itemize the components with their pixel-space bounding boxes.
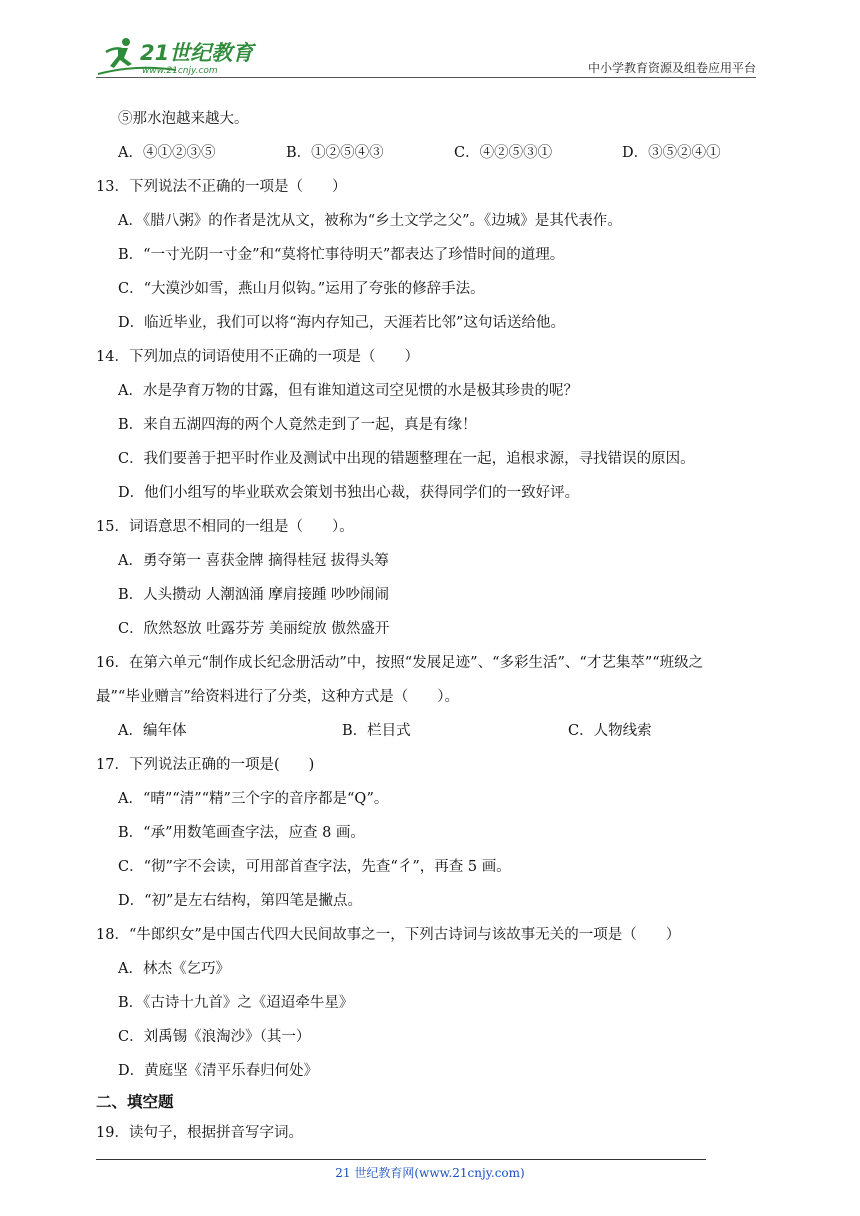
q12-item5: ⑤那水泡越来越大。 [118,111,249,127]
q13-option-b: B．“一寸光阴一寸金”和“莫将忙事待明天”都表达了珍惜时间的道理。 [118,247,565,263]
q16-option-b: B．栏目式 [342,723,411,739]
q18-option-b: B．《古诗十九首》之《迢迢牵牛星》 [118,995,354,1011]
footer-divider [96,1159,706,1160]
section-title-fill-in: 二、填空题 [96,1093,174,1111]
q12-options [96,136,766,170]
q12-option-d: D．③⑤②④① [622,145,721,161]
q17-option-b: B．“承”用数笔画查字法，应查 8 画。 [118,825,365,841]
q15-stem: 15．词语意思不相同的一组是（ ）。 [96,519,354,535]
q14-option-d: D．他们小组写的毕业联欢会策划书独出心裁，获得同学们的一致好评。 [118,485,580,501]
header-divider [96,77,756,78]
site-logo[interactable] [96,34,266,78]
q13-option-d: D．临近毕业，我们可以将“海内存知己，天涯若比邻”这句话送给他。 [118,315,565,331]
question-content [96,102,766,1150]
q17-option-a: A．“晴”“清”“精”三个字的音序都是“Q”。 [118,791,389,807]
q15-option-c: C．欣然怒放 吐露芬芳 美丽绽放 傲然盛开 [118,621,390,637]
logo-url: www.21cnjy.com [142,66,218,76]
q16-option-c: C．人物线索 [568,723,652,739]
q17-option-c: C．“彻”字不会读，可用部首查字法，先查“彳”，再查 5 画。 [118,859,511,875]
q14-option-b: B．来自五湖四海的两个人竟然走到了一起，真是有缘！ [118,417,477,433]
page-header [96,34,756,80]
q17-stem: 17．下列说法正确的一项是( ) [96,757,315,773]
footer-link[interactable]: 21 世纪教育网(www.21cnjy.com) [335,1166,525,1180]
q16-stem-line1: 16．在第六单元“制作成长纪念册活动”中，按照“发展足迹”、“多彩生活”、“才艺集萃”“班级之 [96,655,704,671]
q15-option-a: A．勇夺第一 喜获金牌 摘得桂冠 拔得头筹 [118,553,389,569]
q18-option-a: A．林杰《乞巧》 [118,961,230,977]
q13-option-a: A．《腊八粥》的作者是沈从文，被称为“乡土文学之父”。《边城》是其代表作。 [118,213,622,229]
q12-option-b: B．①②⑤④③ [286,145,384,161]
q14-option-a: A．水是孕育万物的甘露，但有谁知道这司空见惯的水是极其珍贵的呢？ [118,383,578,399]
runner-logo-icon [96,34,266,78]
q18-stem: 18．“牛郎织女”是中国古代四大民间故事之一，下列古诗词与该故事无关的一项是（ ） [96,927,681,943]
q18-option-d: D．黄庭坚《清平乐春归何处》 [118,1063,319,1079]
q17-option-d: D．“初”是左右结构，第四笔是撇点。 [118,893,362,909]
q19-stem: 19．读句子，根据拼音写字词。 [96,1125,303,1141]
q14-option-c: C．我们要善于把平时作业及测试中出现的错题整理在一起，追根求源，寻找错误的原因。 [118,451,695,467]
logo-text: 21世纪教育 [140,41,254,65]
platform-tagline: 中小学教育资源及组卷应用平台 [587,61,756,75]
q13-stem: 13．下列说法不正确的一项是（ ） [96,179,347,195]
q15-option-b: B．人头攒动 人潮汹涌 摩肩接踵 吵吵闹闹 [118,587,389,603]
q16-options [96,714,766,748]
q12-option-a: A．④①②③⑤ [118,145,216,161]
q12-option-c: C．④②⑤③① [454,145,553,161]
q14-stem: 14．下列加点的词语使用不正确的一项是（ ） [96,349,419,365]
q18-option-c: C．刘禹锡《浪淘沙》（其一） [118,1029,311,1045]
q16-stem-line2: 最”“毕业赠言”给资料进行了分类，这种方式是（ ）。 [96,689,459,705]
q13-option-c: C．“大漠沙如雪，燕山月似钩。”运用了夸张的修辞手法。 [118,281,485,297]
q16-option-a: A．编年体 [118,723,187,739]
